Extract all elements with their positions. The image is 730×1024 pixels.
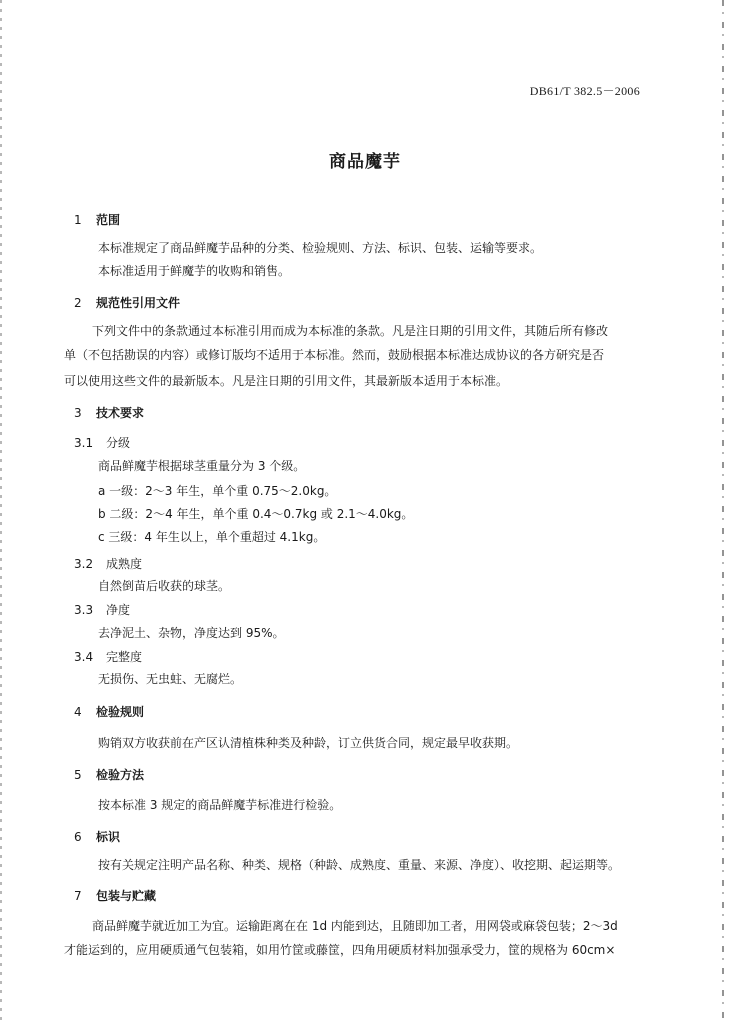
section-number: 5 [74,768,82,782]
section-2-line-2: 单（不包括勘误的内容）或修订版均不适用于本标准。然而，鼓励根据本标准达成协议的各方研究是否 [64,348,605,362]
section-number: 7 [74,889,82,903]
inspection-rules-text: 购销双方收获前在产区认清植株种类及种龄，订立供货合同，规定最早收获期。 [98,736,519,750]
section-1-heading [74,211,120,228]
section-3-heading [74,404,144,421]
section-number: 3 [74,406,82,420]
section-3-4-heading [74,648,142,665]
subsection-number: 3.4 [74,650,94,664]
subsection-number: 3.3 [74,603,94,617]
section-title: 检验方法 [96,768,145,782]
section-3-1-heading [74,434,130,451]
section-title: 技术要求 [96,406,145,420]
section-3-3-heading [74,601,130,618]
grade-c: c 三级：4 年生以上，单个重超过 4.1kg。 [98,530,326,544]
section-4-heading [74,703,144,720]
section-2-line-1: 下列文件中的条款通过本标准引用而成为本标准的条款。凡是注日期的引用文件，其随后所有修改 [92,324,609,338]
subsection-title: 分级 [106,436,131,450]
standard-code: DB61/T 382.5－2006 [529,84,640,98]
section-2-line-3: 可以使用这些文件的最新版本。凡是注日期的引用文件，其最新版本适用于本标准。 [64,374,509,388]
subsection-title: 完整度 [106,650,143,664]
section-1-paragraph-2: 本标准适用于鲜魔芋的收购和销售。 [98,264,291,278]
document-title: 商品魔芋 [329,152,401,172]
subsection-title: 净度 [106,603,131,617]
section-title: 检验规则 [96,705,145,719]
section-number: 6 [74,830,82,844]
section-1-paragraph-1: 本标准规定了商品鲜魔芋品种的分类、检验规则、方法、标识、包装、运输等要求。 [98,241,543,255]
section-title: 标识 [96,830,121,844]
subsection-number: 3.1 [74,436,94,450]
section-number: 4 [74,705,82,719]
section-number: 2 [74,296,82,310]
section-number: 1 [74,213,82,227]
section-3-2-heading [74,555,142,572]
section-7-heading [74,887,156,904]
section-title: 范围 [96,213,121,227]
section-7-line-1: 商品鲜魔芋就近加工为宜。运输距离在在 1d 内能到达，且随即加工者，用网袋或麻袋包装；2～3d [92,919,618,933]
grading-intro: 商品鲜魔芋根据球茎重量分为 3 个级。 [98,459,306,473]
section-6-heading [74,828,120,845]
grade-a: a 一级：2～3 年生，单个重 0.75～2.0kg。 [98,484,337,498]
subsection-title: 成熟度 [106,557,143,571]
maturity-text: 自然倒苗后收获的球茎。 [98,579,231,593]
subsection-number: 3.2 [74,557,94,571]
section-title: 规范性引用文件 [96,296,181,310]
grade-b: b 二级：2～4 年生，单个重 0.4～0.7kg 或 2.1～4.0kg。 [98,507,414,521]
integrity-text: 无损伤、无虫蛀、无腐烂。 [98,672,243,686]
labeling-text: 按有关规定注明产品名称、种类、规格（种龄、成熟度、重量、来源、净度）、收挖期、起运期等。 [98,858,621,872]
inspection-method-text: 按本标准 3 规定的商品鲜魔芋标准进行检验。 [98,798,342,812]
section-5-heading [74,766,144,783]
section-7-line-2: 才能运到的，应用硬质通气包装箱，如用竹筐或藤筐，四角用硬质材料加强承受力，筐的规格为 60cm× [64,943,616,957]
section-title: 包装与贮藏 [96,889,157,903]
section-2-heading [74,294,180,311]
cleanliness-text: 去净泥土、杂物，净度达到 95%。 [98,626,285,640]
